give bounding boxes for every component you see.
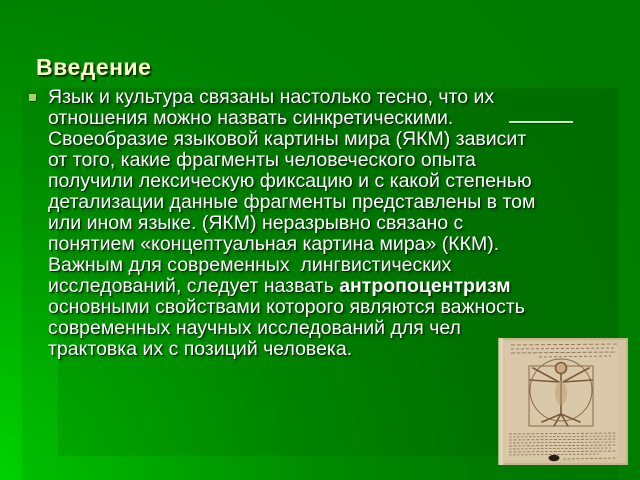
bullet-paragraph xyxy=(48,87,623,360)
bullet-line: современных научных исследований для чел xyxy=(48,317,461,339)
bullet-line: получили лексическую фиксацию и с какой степенью xyxy=(48,170,532,192)
bullet-line: детализации данные фрагменты представлены в том xyxy=(48,191,536,213)
bullet-line: основными свойствами которого являются важность xyxy=(48,296,525,318)
bullet-line: отношения можно назвать синкретическими. xyxy=(48,107,454,129)
bullet-line: понятием «концептуальная картина мира» (ККМ). xyxy=(48,233,500,255)
bullet-line: или ином языке. (ЯКМ) неразрывно связано с xyxy=(48,212,464,234)
bullet-line: Язык и культура связаны настолько тесно, что их xyxy=(48,86,495,108)
vitruvian-man-image xyxy=(499,338,628,465)
bullet-line: трактовка их с позиций человека. xyxy=(48,338,353,360)
bullet-square-icon xyxy=(29,94,36,101)
bullet-line: от того, какие фрагменты человеческого опыта xyxy=(48,149,476,171)
bullet-line: исследований, следует назвать антропоцентризм xyxy=(48,275,511,297)
slide-title: Введение xyxy=(36,54,152,80)
bullet-line: Своеобразие языковой картины мира (ЯКМ) зависит xyxy=(48,128,527,150)
decorative-divider-line xyxy=(509,121,573,123)
bullet-line: Важным для современных лингвистических xyxy=(48,254,452,276)
